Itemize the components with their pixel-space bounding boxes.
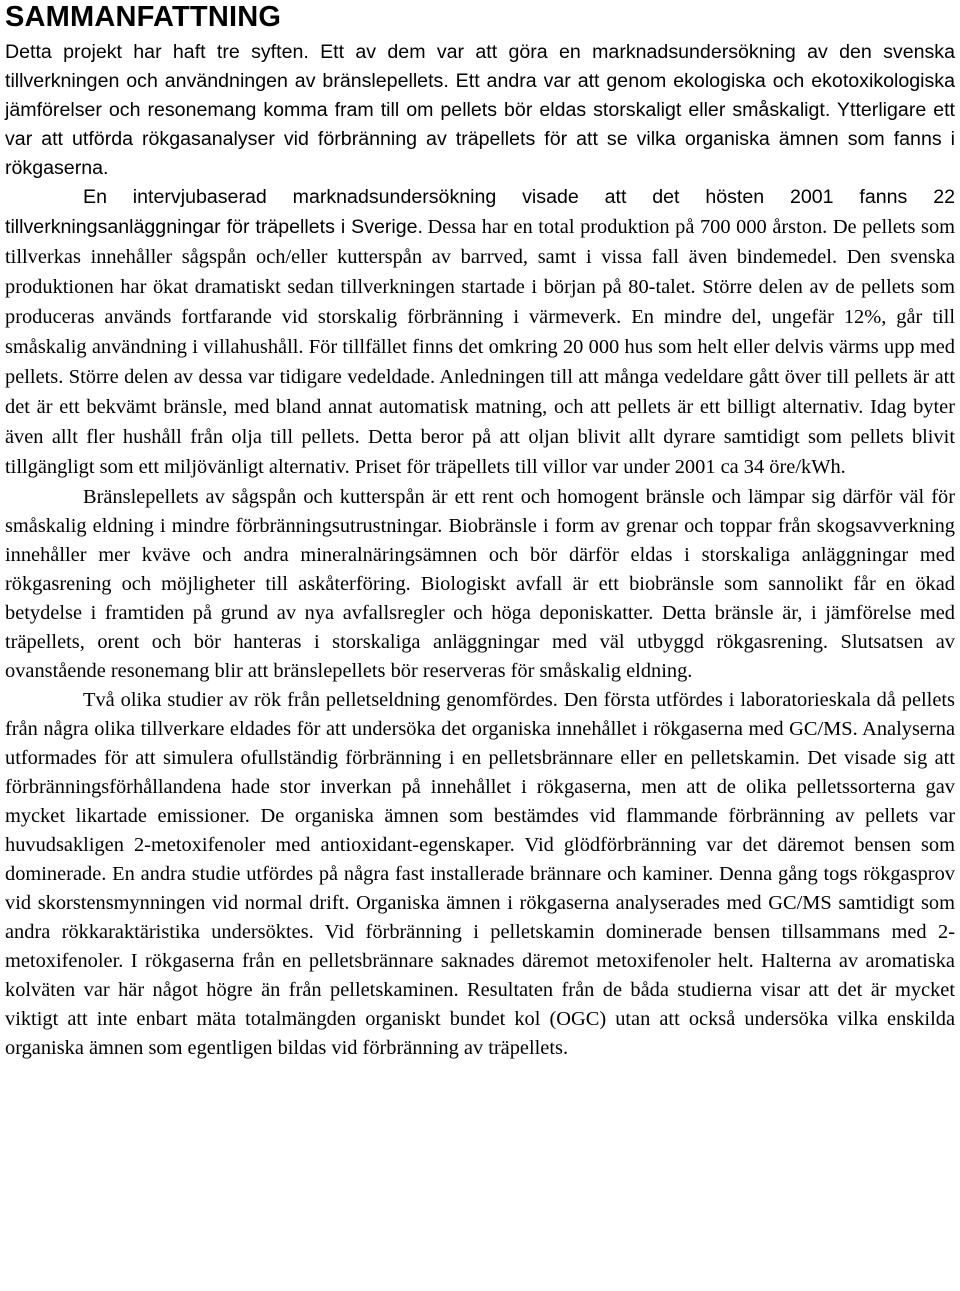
page-title: SAMMANFATTNING (5, 1, 282, 33)
summary-paragraph-2-serif-part: Dessa har en total produktion på 700 000 årston. De pellets som tillverkas innehåller sågspån och/eller kutterspån av barrved, samt i vissa fall även bindemedel. Den svenska produktionen har ökat dramatiskt sedan tillverkningen startade i början på 80-talet. Större delen av de pellets som produceras används fortfarande vid storskalig förbränning i värmeverk. En mindre del, ungefär 12%, går till småskalig användning i villahushåll. För tillfället finns det omkring 20 000 hus som helt eller delvis värms upp med pellets. Större delen av dessa var tidigare vedeldade. Anledningen till att många vedeldare gått över till pellets är att det är ett bekvämt bränsle, med bland annat automatisk matning, och att pellets är ett billigt alternativ. Idag byter även allt fler hushåll från olja till pellets. Detta beror på att oljan blivit allt dyrare samtidigt som pellets blivit tillgängligt som ett miljövänligt alternativ. Priset för träpellets till villor var under 2001 ca 34 öre/kWh. (5, 216, 956, 478)
document-page (5, 0, 955, 1063)
summary-paragraph-2-sans-part: En intervjubaserad marknadsundersökning visade att det hösten 2001 fanns 22 tillverkningsanläggningar för träpellets i Sverige. (5, 186, 955, 238)
summary-paragraph-3: Bränslepellets av sågspån och kutterspån är ett rent och homogent bränsle och lämpar sig därför väl för småskalig eldning i mindre förbränningsutrustningar. Biobränsle i form av grenar och toppar från skogsavverkning innehåller mer kväve och andra mineralnäringsämnen och bör därför eldas i storskaliga anläggningar med rökgasrening och möjligheter till askåterföring. Biologiskt avfall är ett biobränsle som sannolikt får en ökad betydelse i framtiden på grund av nya avfallsregler och höga deponiskatter. Detta bränsle är, i jämförelse med träpellets, orent och bör hanteras i storskaliga anläggningar med väl utbyggd rökgasrening. Slutsatsen av ovanstående resonemang blir att bränslepellets bör reserveras för småskalig eldning. (5, 486, 955, 682)
summary-paragraph-1: Detta projekt har haft tre syften. Ett av dem var att göra en marknadsundersökning av den svenska tillverkningen och användningen av bränslepellets. Ett andra var att genom ekologiska och ekotoxikologiska jämförelser och resonemang komma fram till om pellets bör eldas storskaligt eller småskaligt. Ytterligare ett var att utförda rökgasanalyser vid förbränning av träpellets för att se vilka organiska ämnen som fanns i rökgaserna. (5, 41, 955, 179)
summary-paragraph-2 (5, 183, 955, 483)
summary-paragraph-4: Två olika studier av rök från pelletseldning genomfördes. Den första utfördes i laboratorieskala då pellets från några olika tillverkare eldades för att undersöka det organiska innehållet i rökgaserna med GC/MS. Analyserna utformades för att simulera ofullständig förbränning i en pelletsbrännare eller en pelletskamin. Det visade sig att förbränningsförhållandena hade stor inverkan på innehållet i rökgaserna, men att de olika pelletssorterna gav mycket likartade emissioner. De organiska ämnen som bestämdes vid flammande förbränning av pellets var huvudsakligen 2-metoxifenoler med antioxidant-egenskaper. Vid glödförbränning var det däremot bensen som dominerade. En andra studie utfördes på några fast installerade brännare och kaminer. Denna gång togs rökgasprov vid skorstensmynningen vid normal drift. Organiska ämnen i rökgaserna analyserades med GC/MS samtidigt som andra rökkaraktäristika undersöktes. Vid förbränning i pelletskamin dominerade bensen tillsammans med 2-metoxifenoler. I rökgaserna från en pelletsbrännare saknades däremot metoxifenoler helt. Halterna av aromatiska kolväten var här något högre än från pelletskaminen. Resultaten från de båda studierna visar att det är mycket viktigt att inte enbart mäta totalmängden organiskt bundet kol (OGC) utan att också undersöka vilka enskilda organiska ämnen som egentligen bildas vid förbränning av träpellets. (5, 689, 955, 1059)
